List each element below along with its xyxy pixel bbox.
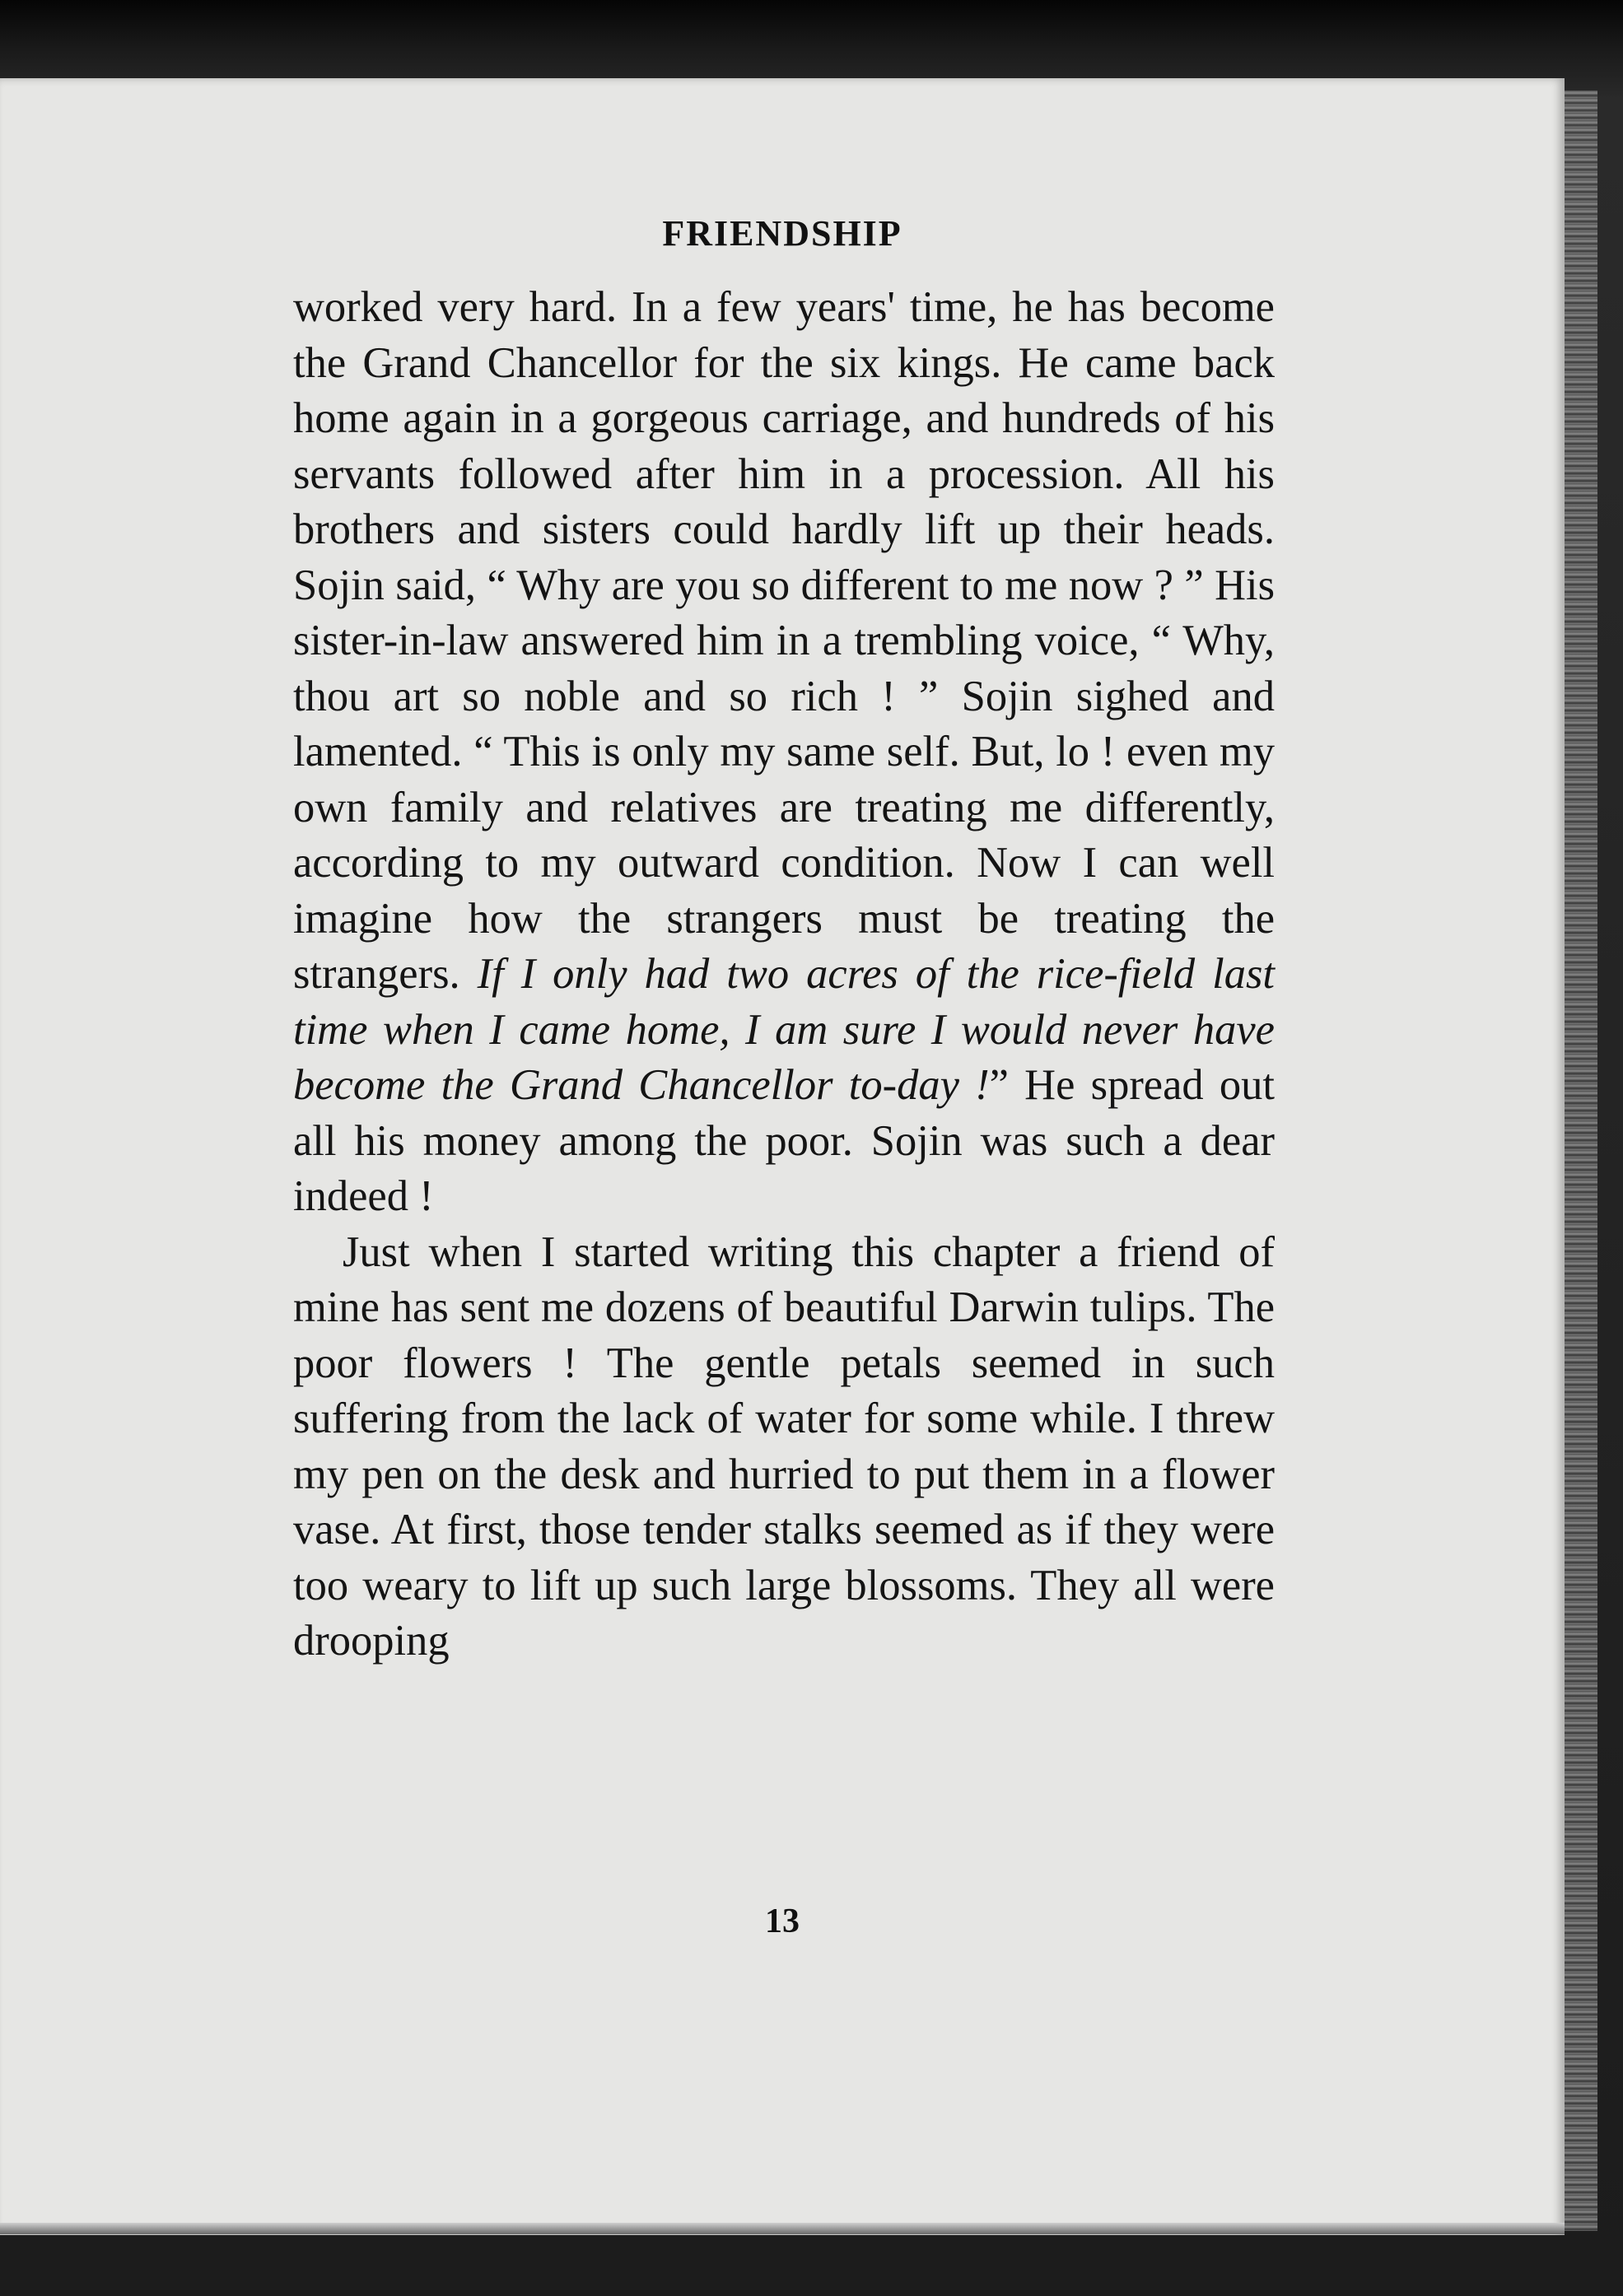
page-bottom-edge [0, 2223, 1565, 2234]
page-number: 13 [765, 1902, 800, 1940]
running-head: FRIENDSHIP [662, 213, 902, 254]
paragraph-1-part-2: ” He spread out all his money among the poor. Sojin was such a dear indeed ! [293, 1061, 1275, 1220]
page-edge-shadow [1565, 91, 1597, 2231]
paragraph-2: Just when I started writing this chapter a friend of mine has sent me dozens of beautiful Darwin tulips. The poor flowers ! The gentle petals seemed in such suffering from the lack of water for some while. I threw my pen on the desk and hurried to put them in a flower vase. At first, those tender stalks seemed as if they were too weary to lift up such large blossoms. They all were drooping [293, 1227, 1275, 1665]
paragraph-1 [293, 280, 1275, 1225]
paragraph-1-part-1: worked very hard. In a few years' time, he has become the Grand Chancellor for the six kings. He came back home again in a gorgeous carriage, and hundreds of his servants followed after him in a procession. All his brothers and sisters could hardly lift up their heads. Sojin said, “ Why are you so different to me now ? ” His sister-in-law answered him in a trembling voice, “ Why, thou art so noble and so rich ! ” Sojin sighed and lamented. “ This is only my same self. But, lo ! even my own family and relatives are treating me differently, according to my outward condition. Now I can well imagine how the strangers must be treating the strangers. [293, 283, 1275, 998]
body-text [293, 280, 1275, 1670]
paragraph-1-italic: If I only had two acres of the rice-field last time when I came home, I am sure I would never have become the Grand Chancellor to-day ! [293, 950, 1275, 1109]
